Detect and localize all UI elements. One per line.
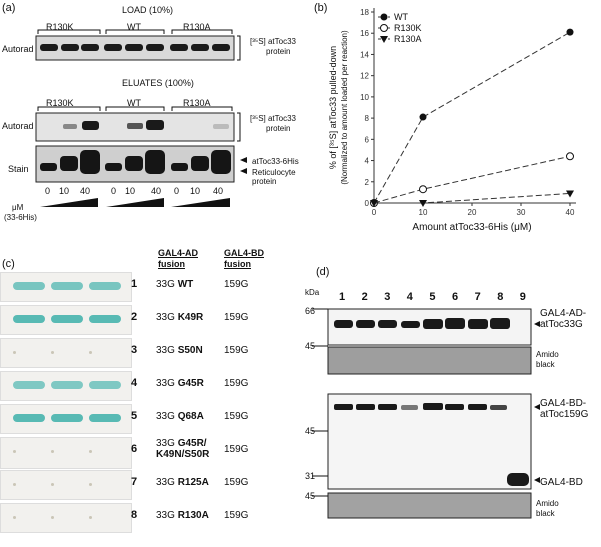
bd-fusion-label: 159G (224, 510, 249, 521)
ad-fusion-label (156, 345, 203, 356)
label-amido-bottom: Amido black (536, 499, 559, 518)
label-gal4-bd: GAL4-BD (540, 477, 583, 488)
yeast-colony (89, 282, 121, 290)
yeast-plate-row (0, 470, 132, 500)
yeast-colony (51, 516, 54, 519)
eluate-bracket-label: [³⁵S] atToc33 protein (250, 114, 297, 133)
label-gal4-ad: GAL4-AD- atToc33G (540, 308, 587, 330)
x-axis-label: Amount atToc33-6His (μM) (412, 222, 532, 233)
yeast-colony (13, 450, 16, 453)
yeast-colony (13, 315, 45, 323)
marker-66: 66 (305, 306, 316, 316)
bd-fusion-label: 159G (224, 279, 249, 290)
marker-31: 31 (305, 471, 316, 481)
point-wt (567, 29, 574, 36)
row-number: 5 (131, 410, 138, 422)
yeast-plate-row (0, 503, 132, 533)
ad-mutation: Q68A (177, 411, 204, 422)
row-number: 6 (131, 443, 138, 455)
conc-r130a-0: 0 (174, 186, 180, 196)
row-number: 8 (131, 509, 138, 521)
header-bd: GAL4-BD fusion (224, 248, 264, 269)
load-row-autorad: Autorad (2, 44, 34, 54)
ad-fusion-label (156, 477, 209, 488)
label-reticulocyte: Reticulocyte protein (252, 168, 296, 186)
lane-number: 1 (339, 291, 346, 303)
eluate-group-r130a: R130A (183, 98, 211, 108)
yeast-colony (13, 483, 16, 486)
conc-r130k-10: 10 (59, 186, 70, 196)
load-group-wt: WT (127, 22, 141, 32)
row-number: 1 (131, 278, 138, 290)
bd-fusion-label: 159G (224, 345, 249, 356)
ad-mutation: WT (177, 279, 194, 290)
legend-label-wt: WT (394, 12, 408, 22)
ad-fusion-label (156, 378, 204, 389)
point-r130k (420, 186, 427, 193)
x-tick-label: 40 (565, 208, 575, 217)
yeast-colony (89, 483, 92, 486)
y-tick-label: 12 (360, 71, 369, 81)
conc-wt-10: 10 (125, 186, 136, 196)
point-r130k (567, 153, 574, 160)
label-attoc33-6his: atToc33-6His (252, 157, 299, 166)
header-ad: GAL4-AD fusion (158, 248, 198, 269)
amido-bottom-strip (328, 493, 531, 518)
ad-mutation: G45R/ (177, 438, 207, 449)
yeast-colony (13, 381, 45, 389)
ad-mutation: R130A (177, 510, 209, 521)
lane-number: 5 (429, 291, 436, 303)
yeast-plate-row (0, 371, 132, 401)
lane-number: 7 (474, 291, 481, 303)
y-axis-label-2: (Normalized to amount loaded per reaction) (340, 30, 349, 185)
yeast-colony (89, 315, 121, 323)
y-tick-label: 8 (364, 114, 369, 124)
yeast-plate-row (0, 305, 132, 335)
load-group-r130a: R130A (183, 22, 211, 32)
yeast-colony (51, 282, 83, 290)
ad-mutation-line2: K49N/S50R (156, 449, 210, 460)
lane-number: 3 (384, 291, 391, 303)
row-number: 2 (131, 311, 138, 323)
yeast-colony (89, 516, 92, 519)
panel-d-label: (d) (316, 266, 330, 278)
row-number: 7 (131, 476, 138, 488)
ad-mutation: G45R (177, 378, 204, 389)
yeast-colony (51, 450, 54, 453)
yeast-colony (89, 381, 121, 389)
y-tick-label: 16 (360, 29, 369, 39)
western-bd-blot (328, 394, 531, 489)
eluates-title: ELUATES (100%) (122, 78, 194, 88)
series-line-r130k (374, 156, 570, 203)
yeast-colony (51, 414, 83, 422)
bd-fusion-label: 159G (224, 312, 249, 323)
eluate-row-stain: Stain (8, 164, 29, 174)
conc-unit-label: μM (33-6His) (4, 203, 37, 222)
x-tick-label: 0 (371, 208, 377, 217)
conc-r130k-40: 40 (80, 186, 91, 196)
load-title: LOAD (10%) (122, 5, 174, 15)
panel-b-label: (b) (314, 2, 328, 14)
yeast-colony (89, 351, 92, 354)
yeast-colony (51, 381, 83, 389)
legend-label-r130a: R130A (394, 34, 422, 44)
conc-wt-0: 0 (111, 186, 117, 196)
marker-45-mid: 45 (305, 426, 316, 436)
yeast-plate-row (0, 437, 132, 469)
ad-fusion-label (156, 279, 193, 290)
western-bd-bands (334, 403, 529, 486)
ad-prefix: 33G (156, 510, 178, 521)
ad-mutation: S50N (177, 345, 203, 356)
y-tick-label: 18 (360, 8, 369, 17)
legend-marker (381, 25, 388, 32)
y-tick-label: 6 (364, 135, 369, 145)
bd-fusion-label: 159G (224, 378, 249, 389)
load-bracket-label: [³⁵S] atToc33 protein (250, 37, 297, 56)
lane-number: 2 (361, 291, 368, 303)
conc-r130a-40: 40 (213, 186, 224, 196)
x-tick-label: 30 (516, 208, 526, 217)
row-number: 3 (131, 344, 138, 356)
label-gal4-bd-attoc159: GAL4-BD- atToc159G (540, 398, 589, 420)
yeast-plate-row (0, 272, 132, 302)
y-tick-label: 0 (364, 199, 369, 208)
ad-prefix: 33G (156, 345, 178, 356)
yeast-plate-row (0, 338, 132, 368)
conc-r130k-0: 0 (45, 186, 51, 196)
yeast-colony (51, 351, 54, 354)
lane-number: 8 (497, 291, 504, 303)
eluate-row-autorad: Autorad (2, 121, 34, 131)
label-amido-top: Amido black (536, 350, 559, 369)
yeast-plate-row (0, 404, 132, 434)
yeast-colony (89, 450, 92, 453)
ad-mutation: K49R (177, 312, 204, 323)
ad-fusion-label (156, 510, 209, 521)
ad-prefix: 33G (156, 477, 178, 488)
x-tick-label: 10 (418, 208, 428, 217)
ad-prefix: 33G (156, 438, 178, 449)
yeast-colony (13, 414, 45, 422)
yeast-colony (13, 282, 45, 290)
western-ad-bands (334, 318, 510, 329)
load-group-r130k: R130K (46, 22, 74, 32)
y-tick-label: 14 (360, 50, 369, 60)
series-line-wt (374, 32, 570, 203)
yeast-colony (13, 351, 16, 354)
yeast-colony (51, 315, 83, 323)
eluate-group-r130k: R130K (46, 98, 74, 108)
row-number: 4 (131, 377, 138, 389)
eluate-group-wt: WT (127, 98, 141, 108)
ad-fusion-label (156, 438, 209, 460)
y-axis-label-1: % of [³⁵S] atToc33 pulled-down (328, 45, 338, 170)
ad-prefix: 33G (156, 279, 178, 290)
ad-prefix: 33G (156, 411, 178, 422)
conc-wt-40: 40 (151, 186, 162, 196)
ad-fusion-label (156, 312, 203, 323)
legend-marker (380, 36, 388, 43)
lane-number: 4 (406, 291, 413, 303)
marker-45-top: 45 (305, 341, 316, 351)
chart-b-svg (0, 0, 601, 240)
panel-a-label: (a) (2, 2, 16, 14)
bd-fusion-label: 159G (224, 477, 249, 488)
y-tick-label: 4 (364, 156, 369, 166)
marker-45-bottom: 45 (305, 491, 316, 501)
amido-top-strip (328, 347, 531, 374)
bd-fusion-label: 159G (224, 411, 249, 422)
yeast-colony (89, 414, 121, 422)
lane-number: 6 (452, 291, 459, 303)
ad-mutation: R125A (177, 477, 209, 488)
panel-c-label: (c) (2, 258, 15, 270)
yeast-colony (13, 516, 16, 519)
kda-label: kDa (305, 288, 320, 297)
ad-prefix: 33G (156, 312, 178, 323)
bd-fusion-label: 159G (224, 444, 249, 455)
y-tick-label: 2 (364, 177, 369, 187)
conc-r130a-10: 10 (190, 186, 201, 196)
western-ad-blot (328, 309, 531, 345)
point-wt (420, 114, 427, 121)
legend-marker (381, 14, 388, 21)
ad-prefix: 33G (156, 378, 178, 389)
ad-fusion-label (156, 411, 204, 422)
y-tick-label: 10 (360, 92, 369, 102)
lane-number: 9 (519, 291, 526, 303)
x-tick-label: 20 (467, 208, 477, 217)
legend-label-r130k: R130K (394, 23, 422, 33)
yeast-colony (51, 483, 54, 486)
